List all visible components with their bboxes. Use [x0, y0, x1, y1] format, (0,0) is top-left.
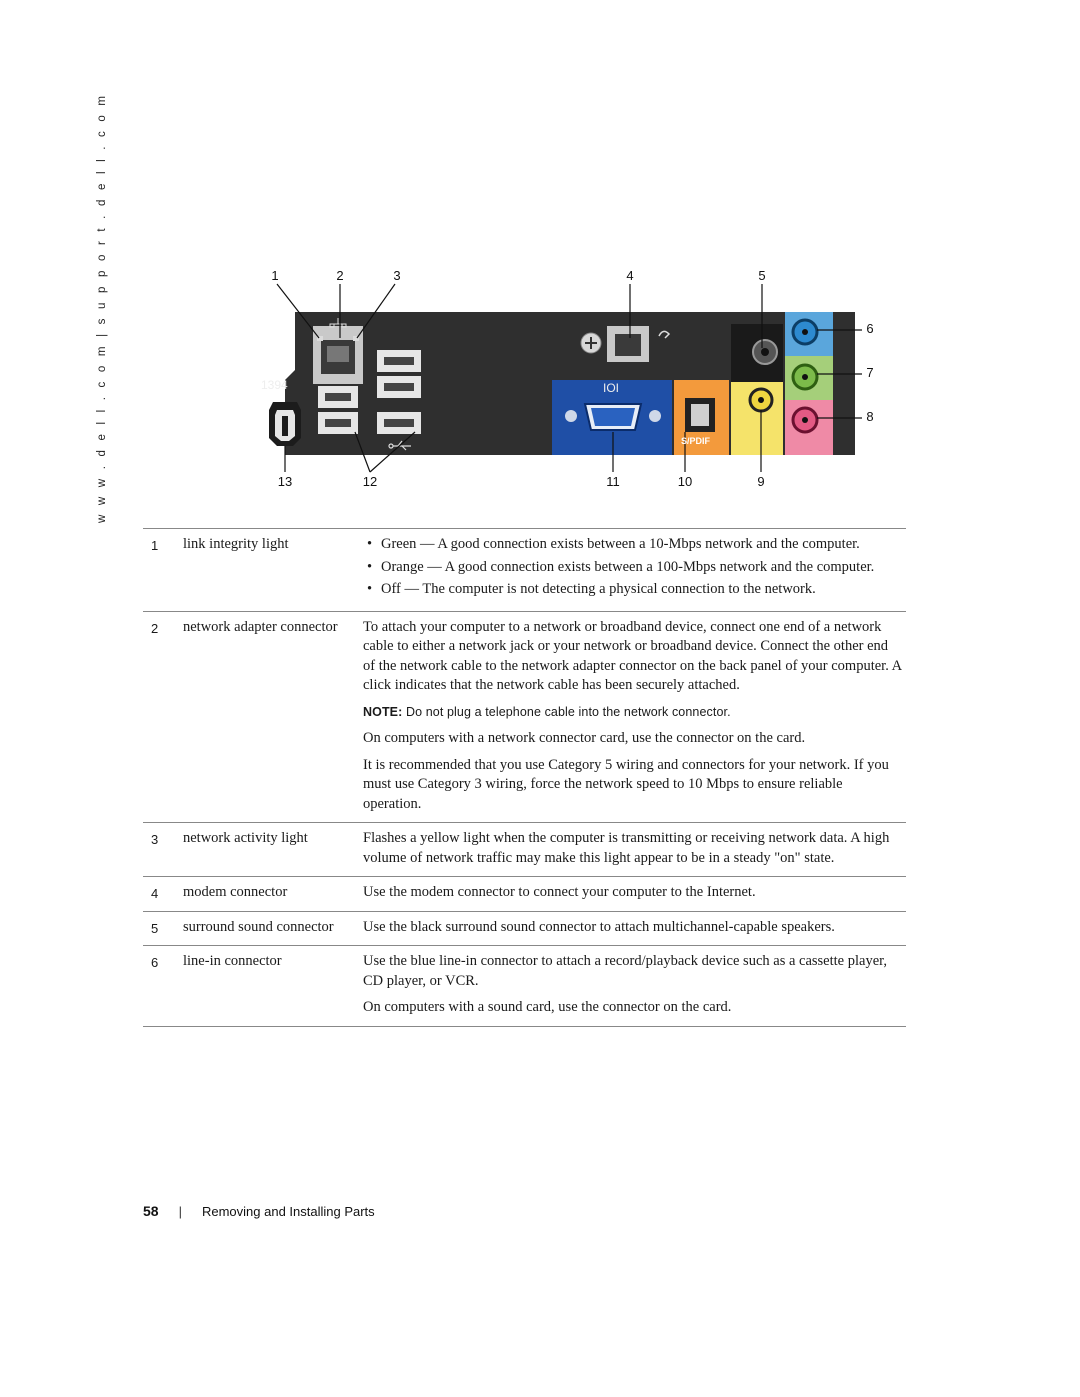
page-footer	[143, 1203, 375, 1219]
bullet-item: • Green — A good connection exists between a 10-Mbps network and the computer.	[363, 535, 902, 555]
callout-6: 6	[866, 321, 874, 336]
row-item: modem connector	[183, 884, 288, 900]
row-number: 4	[151, 886, 159, 901]
bullet-item: • Orange — A good connection exists between a 100-Mbps network and the computer.	[363, 558, 902, 578]
row-item: line-in connector	[183, 953, 282, 969]
ieee1394-connector	[269, 402, 301, 446]
callout-9: 9	[757, 474, 765, 489]
back-panel-illustration	[255, 260, 880, 500]
row-description	[363, 950, 906, 1018]
paragraph: It is recommended that you use Category 5 wiring and connectors for your network. If you must use Category 3 wiring, force the network speed to 10 Mbps to ensure reliable operation.	[363, 756, 889, 812]
note	[363, 703, 902, 723]
row-description	[363, 533, 906, 603]
paragraph: On computers with a sound card, use the connector on the card.	[363, 999, 732, 1015]
table-row	[143, 529, 906, 612]
note-text: Do not plug a telephone cable into the network connector.	[405, 704, 731, 719]
callout-5: 5	[758, 268, 766, 283]
row-description	[363, 916, 906, 938]
footer-separator: |	[178, 1203, 182, 1219]
callout-10: 10	[677, 474, 693, 489]
callout-8: 8	[866, 409, 874, 424]
bullet-list	[363, 535, 902, 600]
row-item: network adapter connector	[183, 618, 338, 635]
row-description	[363, 616, 906, 815]
row-number: 2	[151, 620, 159, 636]
row-item: link integrity light	[183, 536, 289, 552]
table-row	[143, 946, 906, 1027]
row-number: 3	[151, 832, 159, 847]
paragraph: Use the black surround sound connector to attach multichannel-capable speakers.	[363, 918, 835, 935]
table-row	[143, 823, 906, 877]
paragraph: On computers with a network connector card, use the connector on the card.	[363, 730, 806, 746]
callout-1394-label: 1394	[261, 378, 288, 392]
paragraph: Use the blue line-in connector to attach a record/playback device such as a cassette player, CD player, or VCR.	[363, 953, 888, 989]
callout-1: 1	[271, 268, 279, 283]
row-number: 5	[151, 920, 159, 936]
row-item: surround sound connector	[183, 918, 334, 935]
table-row	[143, 612, 906, 824]
row-item: network activity light	[183, 830, 308, 846]
paragraph: Use the modem connector to connect your computer to the Internet.	[363, 884, 756, 900]
row-description	[363, 881, 906, 903]
callout-2: 2	[336, 268, 344, 283]
row-number: 1	[151, 538, 159, 553]
callout-11: 11	[606, 474, 620, 489]
callout-3: 3	[393, 268, 401, 283]
sidebar-url-text: w w w . d e l l . c o m | s u p p o r t . d e l l . c o m	[96, 92, 108, 523]
connector-table	[143, 528, 906, 1027]
paragraph: Flashes a yellow light when the computer is transmitting or receiving network data. A high volume of network traffic may make this light appear to be in a steady "on" state.	[363, 830, 890, 866]
callout-12: 12	[362, 474, 378, 489]
section-title: Removing and Installing Parts	[201, 1203, 375, 1219]
row-number: 6	[151, 955, 159, 970]
row-description	[363, 827, 906, 868]
page-number: 58	[143, 1203, 159, 1219]
table-row	[143, 912, 906, 947]
callout-13: 13	[277, 474, 293, 489]
callout-vga-label: IOI	[603, 381, 620, 395]
paragraph: To attach your computer to a network or broadband device, connect one end of a network cable to either a network jack or your network or broadband device. Connect the other end of the network cable to the network adapter connector on the back panel of your computer. A click indicates that the network cable has been securely attached.	[363, 618, 902, 693]
back-panel-figure	[255, 260, 880, 500]
callout-4: 4	[626, 268, 634, 283]
table-row	[143, 877, 906, 912]
bullet-item: • Off — The computer is not detecting a physical connection to the network.	[363, 580, 902, 600]
callout-7: 7	[866, 365, 874, 380]
callout-spdif-label: S/PDIF	[681, 436, 711, 446]
sidebar-url	[96, 92, 116, 523]
note-label: NOTE:	[363, 704, 403, 719]
